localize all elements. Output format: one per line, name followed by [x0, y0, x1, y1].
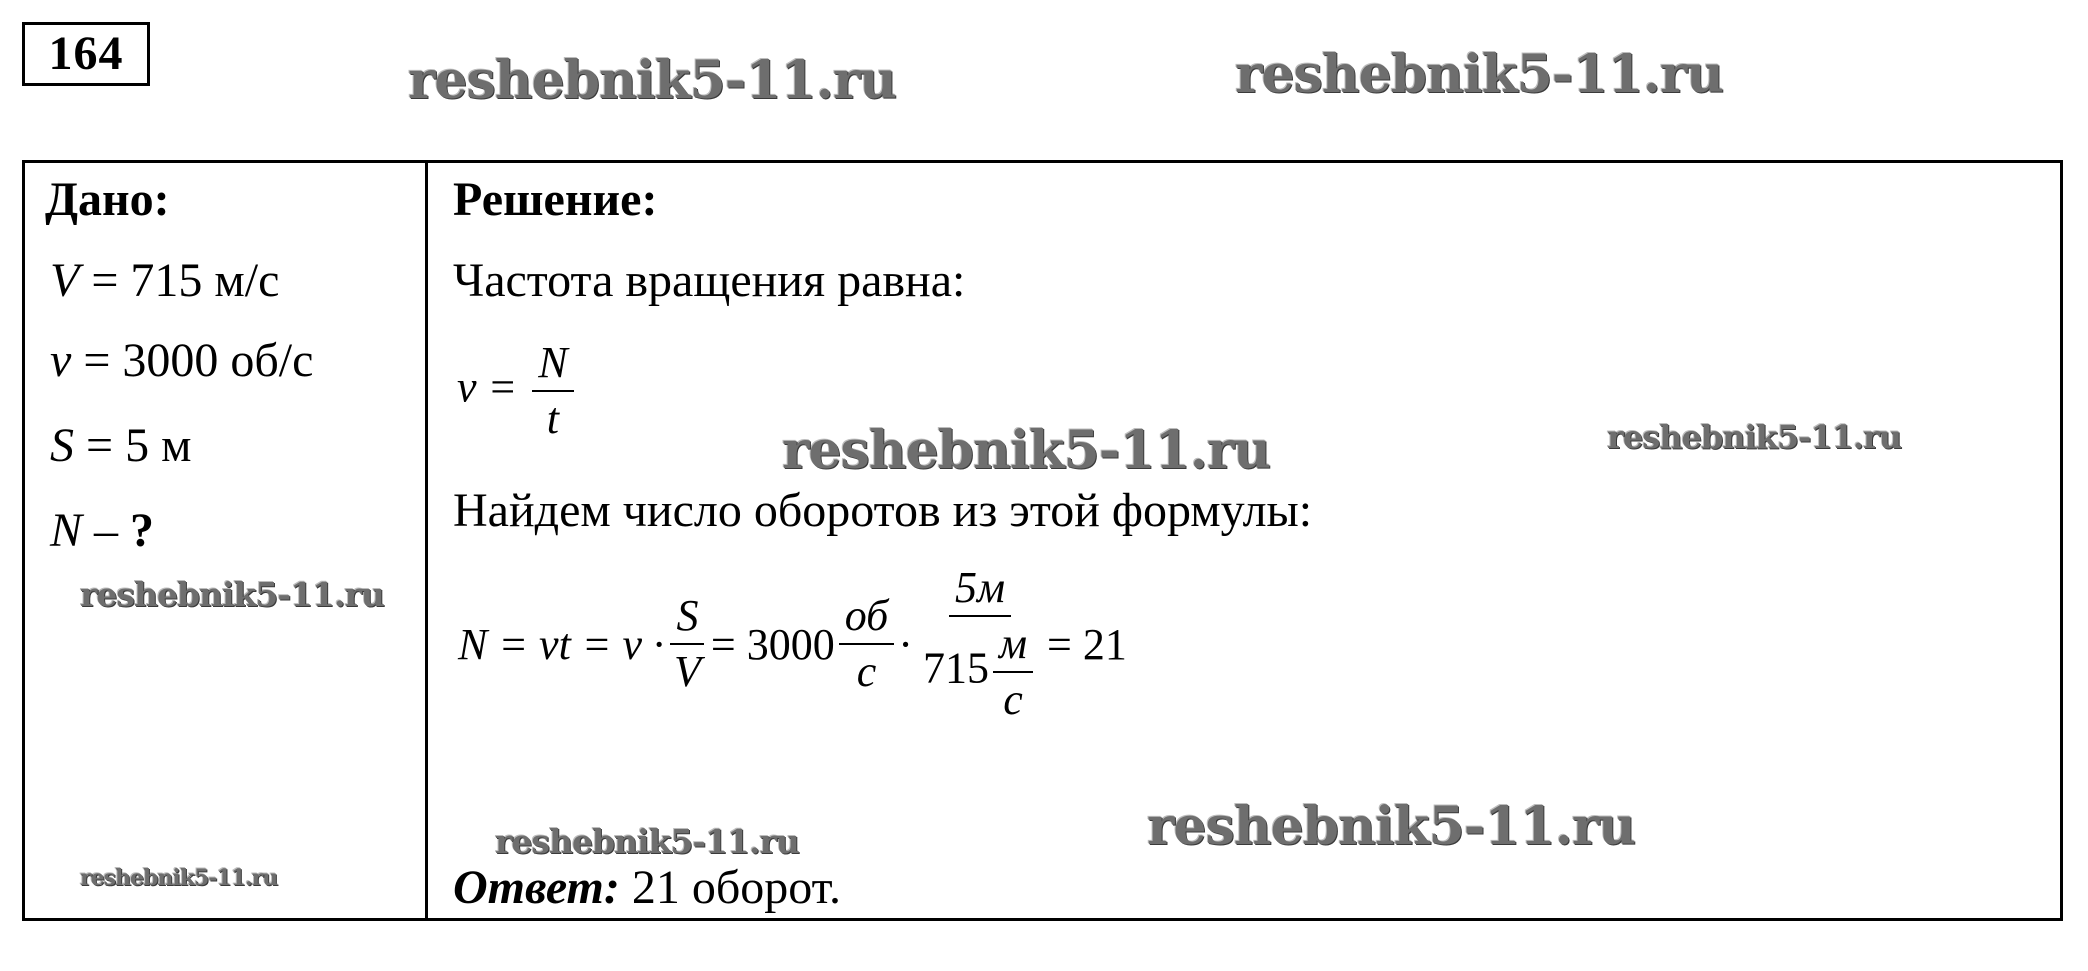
- formula-revolutions: [458, 565, 1127, 724]
- fraction-distance-over-speed: [917, 565, 1043, 724]
- watermark: reshebnik5-11.ru: [782, 420, 1271, 481]
- fraction-denominator: с: [1003, 675, 1023, 725]
- watermark: reshebnik5-11.ru: [80, 575, 384, 614]
- watermark: reshebnik5-11.ru: [495, 822, 799, 861]
- fraction-s-over-v: [668, 593, 707, 695]
- fraction-numerator: S: [670, 593, 704, 645]
- solution-text-1: Частота вращения равна:: [453, 254, 966, 307]
- given-var: N: [50, 504, 83, 557]
- given-dash: –: [82, 504, 131, 557]
- solution-table: [22, 160, 2063, 921]
- watermark: reshebnik5-11.ru: [1235, 44, 1724, 105]
- given-value: = 715 м/с: [79, 254, 280, 307]
- given-question-mark: ?: [130, 504, 155, 557]
- formula-result: = 21: [1047, 619, 1127, 669]
- nested-fraction: [993, 621, 1033, 723]
- fraction-numerator: м: [993, 621, 1033, 673]
- fraction-denominator: t: [546, 394, 560, 444]
- table-divider: [425, 160, 428, 921]
- formula-frequency: [457, 340, 578, 442]
- given-header: Дано:: [45, 173, 170, 226]
- given-var: ν: [50, 334, 72, 387]
- problem-number: 164: [22, 22, 150, 86]
- given-distance: [50, 418, 191, 473]
- fraction-denominator: [917, 617, 1043, 723]
- given-velocity: [50, 253, 279, 308]
- formula-start: N = νt = ν ·: [458, 619, 665, 669]
- fraction-unit: [839, 593, 895, 695]
- fraction-denominator: V: [674, 647, 701, 697]
- given-value: = 5 м: [74, 419, 192, 472]
- given-unknown: [50, 503, 154, 558]
- given-var: S: [50, 419, 74, 472]
- given-var: V: [50, 254, 80, 307]
- fraction-denominator: с: [856, 647, 877, 697]
- formula-lhs: ν =: [457, 362, 529, 412]
- answer: [453, 860, 841, 915]
- watermark: reshebnik5-11.ru: [1147, 796, 1636, 857]
- answer-label: Ответ:: [453, 861, 620, 914]
- watermark: reshebnik5-11.ru: [80, 865, 278, 891]
- fraction-numerator: N: [532, 340, 573, 392]
- fraction-numerator: 5м: [949, 565, 1011, 617]
- given-frequency: [50, 333, 313, 388]
- denominator-value: 715: [922, 643, 989, 693]
- fraction-numerator: об: [839, 593, 895, 645]
- formula-dot: ·: [898, 619, 913, 669]
- solution-header: Решение:: [453, 173, 658, 226]
- watermark: reshebnik5-11.ru: [1607, 418, 1902, 456]
- formula-mid: = 3000: [710, 619, 835, 669]
- given-value: = 3000 об/с: [71, 334, 314, 387]
- answer-text: 21 оборот.: [619, 861, 842, 914]
- fraction: [532, 340, 573, 442]
- solution-text-2: Найдем число оборотов из этой формулы:: [453, 484, 1313, 537]
- watermark: reshebnik5-11.ru: [408, 50, 897, 111]
